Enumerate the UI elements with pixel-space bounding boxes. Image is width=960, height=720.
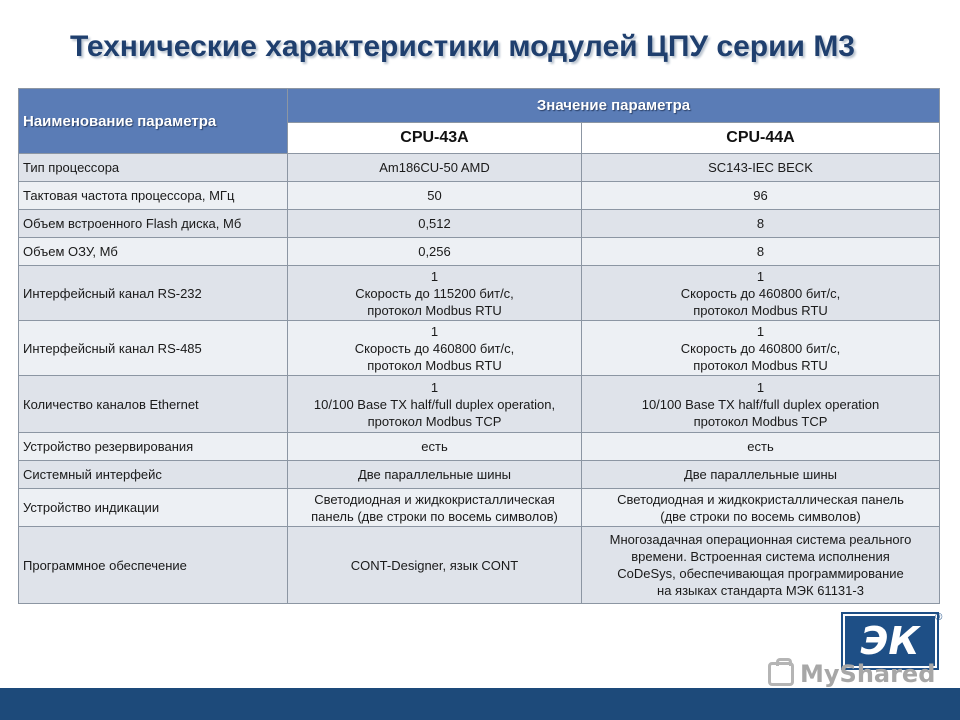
cpu-43a-value-cell: есть — [288, 433, 582, 461]
cpu-44a-value-cell: 1 10/100 Base TX half/full duplex operation протокол Modbus TCP — [582, 376, 940, 433]
cpu-43a-value-cell: CONT-Designer, язык CONT — [288, 527, 582, 604]
param-header: Наименование параметра — [19, 89, 288, 154]
table-row — [19, 210, 940, 238]
briefcase-icon — [768, 662, 794, 686]
cpu-44a-value-cell: Две параллельные шины — [582, 461, 940, 489]
cpu-44a-value-cell: Светодиодная и жидкокристаллическая панель (две строки по восемь символов) — [582, 489, 940, 527]
table-row — [19, 238, 940, 266]
param-name-cell: Интерфейсный канал RS-485 — [19, 321, 288, 376]
cpu-43a-value-cell: 50 — [288, 182, 582, 210]
param-name-cell: Тактовая частота процессора, МГц — [19, 182, 288, 210]
watermark — [768, 660, 935, 688]
logo-text: ЭК — [860, 619, 920, 663]
cpu-44a-value-cell: 1 Скорость до 460800 бит/с, протокол Modbus RTU — [582, 321, 940, 376]
table-row — [19, 154, 940, 182]
table-row — [19, 182, 940, 210]
spec-table-body — [19, 154, 940, 604]
spec-table — [18, 88, 940, 604]
watermark-text: MyShared — [800, 660, 936, 688]
cpu-43a-value-cell: 1 Скорость до 115200 бит/с, протокол Modbus RTU — [288, 266, 582, 321]
cpu-43a-value-cell: 1 Скорость до 460800 бит/с, протокол Modbus RTU — [288, 321, 582, 376]
param-name-cell: Устройство резервирования — [19, 433, 288, 461]
cpu-44a-value-cell: есть — [582, 433, 940, 461]
param-name-cell: Устройство индикации — [19, 489, 288, 527]
param-name-cell: Тип процессора — [19, 154, 288, 182]
cpu-44a-value-cell: SC143-IEC BECK — [582, 154, 940, 182]
cpu-44a-value-cell: 96 — [582, 182, 940, 210]
cpu-44a-value-cell: 8 — [582, 210, 940, 238]
param-name-cell: Программное обеспечение — [19, 527, 288, 604]
table-row — [19, 321, 940, 376]
model-header-cpu-44a: CPU-44A — [582, 123, 940, 154]
param-name-cell: Количество каналов Ethernet — [19, 376, 288, 433]
cpu-43a-value-cell: Две параллельные шины — [288, 461, 582, 489]
param-name-cell: Системный интерфейс — [19, 461, 288, 489]
param-name-cell: Объем ОЗУ, Мб — [19, 238, 288, 266]
cpu-44a-value-cell: 1 Скорость до 460800 бит/с, протокол Modbus RTU — [582, 266, 940, 321]
table-row — [19, 489, 940, 527]
param-name-cell: Объем встроенного Flash диска, Мб — [19, 210, 288, 238]
table-row — [19, 527, 940, 604]
cpu-43a-value-cell: 0,512 — [288, 210, 582, 238]
table-row — [19, 433, 940, 461]
cpu-44a-value-cell: 8 — [582, 238, 940, 266]
cpu-43a-value-cell: 1 10/100 Base TX half/full duplex operation, протокол Modbus TCP — [288, 376, 582, 433]
cpu-43a-value-cell: Am186CU-50 AMD — [288, 154, 582, 182]
table-row — [19, 376, 940, 433]
model-header-cpu-43a: CPU-43A — [288, 123, 582, 154]
page-title: Технические характеристики модулей ЦПУ серии М3 — [70, 30, 855, 63]
registered-mark: ® — [935, 612, 943, 623]
cpu-44a-value-cell: Многозадачная операционная система реального времени. Встроенная система исполнения CoDeSys, обеспечивающая программирование на языках стандарта МЭК 61131-3 — [582, 527, 940, 604]
footer-bar — [0, 688, 960, 720]
value-header: Значение параметра — [288, 89, 940, 123]
table-row — [19, 266, 940, 321]
table-row — [19, 461, 940, 489]
cpu-43a-value-cell: Светодиодная и жидкокристаллическая панель (две строки по восемь символов) — [288, 489, 582, 527]
param-name-cell: Интерфейсный канал RS-232 — [19, 266, 288, 321]
cpu-43a-value-cell: 0,256 — [288, 238, 582, 266]
